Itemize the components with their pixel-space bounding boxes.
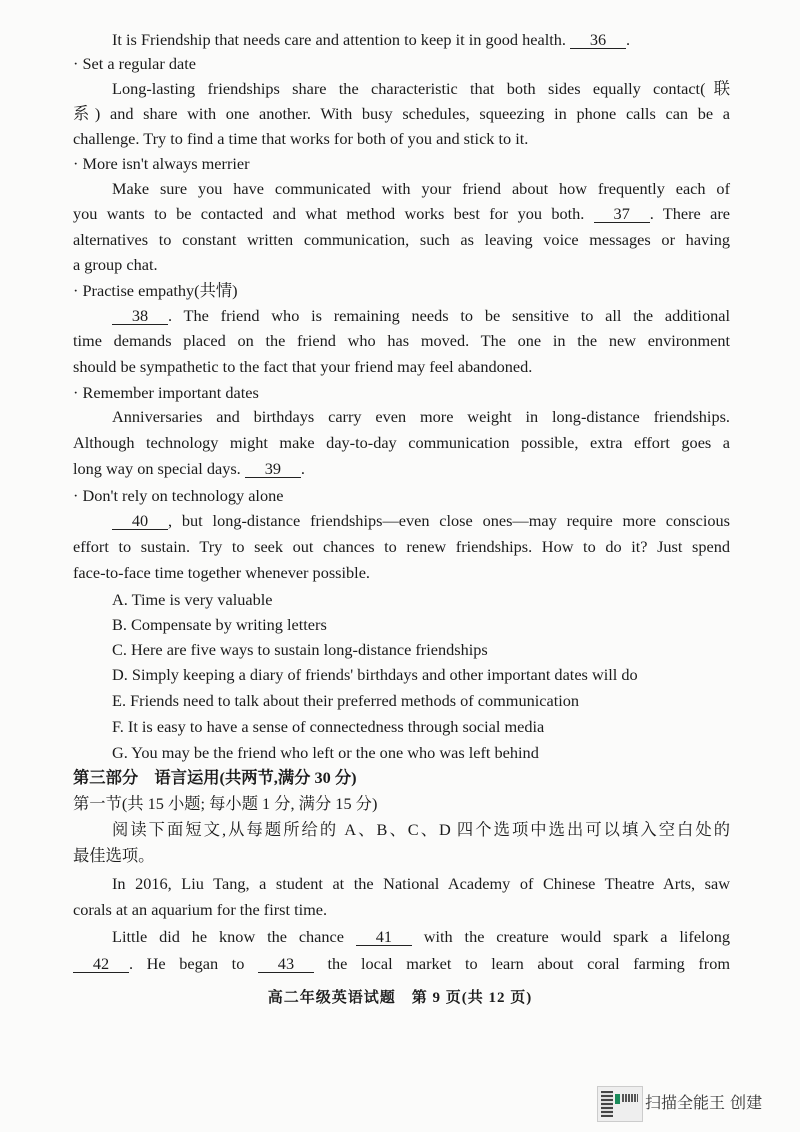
answer-blank: 36 xyxy=(570,31,626,49)
text-segment: A. Time is very valuable xyxy=(112,590,273,609)
text-segment: face-to-face time together whenever possible. xyxy=(73,563,370,582)
text-segment: 系) and share with one another. With busy schedules, squeezing in phone calls can be a xyxy=(73,104,730,123)
text-line xyxy=(73,537,730,557)
text-segment: Although technology might make day-to-day communication possible, extra effort goes a xyxy=(73,433,730,452)
text-line xyxy=(112,665,638,685)
text-segment: with the creature would spark a lifelong xyxy=(411,927,730,946)
text-segment: . He began to xyxy=(129,954,258,973)
text-segment: C. Here are five ways to sustain long-distance friendships xyxy=(112,640,488,659)
text-line xyxy=(73,331,730,351)
text-segment: time demands placed on the friend who has moved. The one in the new environment xyxy=(73,331,730,350)
text-segment: . The friend who is remaining needs to be sensitive to all the additional xyxy=(168,306,730,325)
answer-blank: 42 xyxy=(73,955,129,973)
text-line xyxy=(73,204,730,224)
page-footer: 高二年级英语试题 第 9 页(共 12 页) xyxy=(267,990,533,1006)
text-line xyxy=(112,820,730,840)
text-line xyxy=(73,954,730,974)
text-line xyxy=(112,743,539,763)
text-segment: · Set a regular date xyxy=(73,54,196,73)
answer-blank: 39 xyxy=(245,460,301,478)
text-segment: · Don't rely on technology alone xyxy=(73,486,284,505)
answer-blank: 38 xyxy=(112,307,168,325)
text-segment: 第一节(共 15 小题; 每小题 1 分, 满分 15 分) xyxy=(73,794,378,813)
text-line xyxy=(112,691,579,711)
text-segment: F. It is easy to have a sense of connectedness through social media xyxy=(112,717,545,736)
text-segment: the local market to learn about coral farming from xyxy=(313,954,731,973)
text-segment: a group chat. xyxy=(73,255,158,274)
text-segment: you wants to be contacted and what method works best for you both. xyxy=(73,204,594,223)
text-segment: alternatives to constant written communication, such as leaving voice messages or having xyxy=(73,230,730,249)
text-line xyxy=(73,357,532,377)
text-segment: D. Simply keeping a diary of friends' birthdays and other important dates will do xyxy=(112,665,638,684)
scanner-logo-icon xyxy=(597,1086,643,1122)
text-segment: 阅读下面短文,从每题所给的 A、B、C、D 四个选项中选出可以填入空白处的 xyxy=(112,820,730,839)
answer-blank: 41 xyxy=(356,928,412,946)
answer-blank: 37 xyxy=(594,205,650,223)
text-segment: · Remember important dates xyxy=(73,383,259,402)
text-line xyxy=(112,30,630,50)
text-segment: Anniversaries and birthdays carry even more weight in long-distance friendships. xyxy=(112,407,730,426)
text-line xyxy=(112,640,488,660)
text-line xyxy=(112,179,730,199)
text-segment: E. Friends need to talk about their preferred methods of communication xyxy=(112,691,580,710)
text-segment: should be sympathetic to the fact that your friend may feel abandoned. xyxy=(73,357,533,376)
text-line xyxy=(112,874,730,894)
text-line xyxy=(73,230,730,250)
scanner-watermark: 扫描全能王 创建 xyxy=(645,1093,763,1112)
text-segment: Little did he know the chance xyxy=(112,927,356,946)
text-segment: Long-lasting friendships share the characteristic that both sides equally contact(联 xyxy=(112,79,730,98)
text-segment: In 2016, Liu Tang, a student at the National Academy of Chinese Theatre Arts, saw xyxy=(112,874,730,893)
text-line xyxy=(73,104,730,124)
text-segment: It is Friendship that needs care and attention to keep it in good health. xyxy=(112,30,571,49)
text-line xyxy=(112,590,273,610)
text-segment: . xyxy=(300,459,305,478)
text-segment: 最佳选项。 xyxy=(73,846,155,865)
text-segment: · Practise empathy(共情) xyxy=(73,281,238,300)
text-line xyxy=(112,927,730,947)
text-segment: B. Compensate by writing letters xyxy=(112,615,327,634)
section-heading xyxy=(73,383,259,403)
text-segment: , but long-distance friendships—even close ones—may require more conscious xyxy=(168,511,730,530)
text-segment: effort to sustain. Try to seek out chances to renew friendships. How to do it? Just spend xyxy=(73,537,730,556)
text-line xyxy=(112,306,730,326)
text-line xyxy=(73,768,357,788)
text-line xyxy=(112,79,730,99)
section-heading xyxy=(73,154,250,174)
text-segment: corals at an aquarium for the first time. xyxy=(73,900,328,919)
text-segment: challenge. Try to find a time that works for both of you and stick to it. xyxy=(73,129,529,148)
text-line xyxy=(73,846,154,866)
text-line xyxy=(73,433,730,453)
section-heading xyxy=(73,486,283,506)
text-line xyxy=(112,407,730,427)
text-line xyxy=(112,717,544,737)
text-line xyxy=(73,563,370,583)
answer-blank: 43 xyxy=(258,955,314,973)
text-line xyxy=(73,255,158,275)
text-segment: · More isn't always merrier xyxy=(73,154,250,173)
text-segment: G. You may be the friend who left or the one who was left behind xyxy=(112,743,539,762)
answer-blank: 40 xyxy=(112,512,168,530)
text-line xyxy=(73,459,305,479)
text-line xyxy=(112,511,730,531)
text-line xyxy=(73,900,327,920)
text-line xyxy=(73,794,377,814)
text-line xyxy=(112,615,327,635)
text-segment: 第三部分 语言运用(共两节,满分 30 分) xyxy=(73,768,357,787)
section-heading xyxy=(73,281,238,301)
section-heading xyxy=(73,54,196,74)
text-segment: long way on special days. xyxy=(73,459,245,478)
text-segment: . xyxy=(626,30,631,49)
text-line xyxy=(73,129,528,149)
text-segment: Make sure you have communicated with your friend about how frequently each of xyxy=(112,179,730,198)
text-segment: . There are xyxy=(649,204,730,223)
